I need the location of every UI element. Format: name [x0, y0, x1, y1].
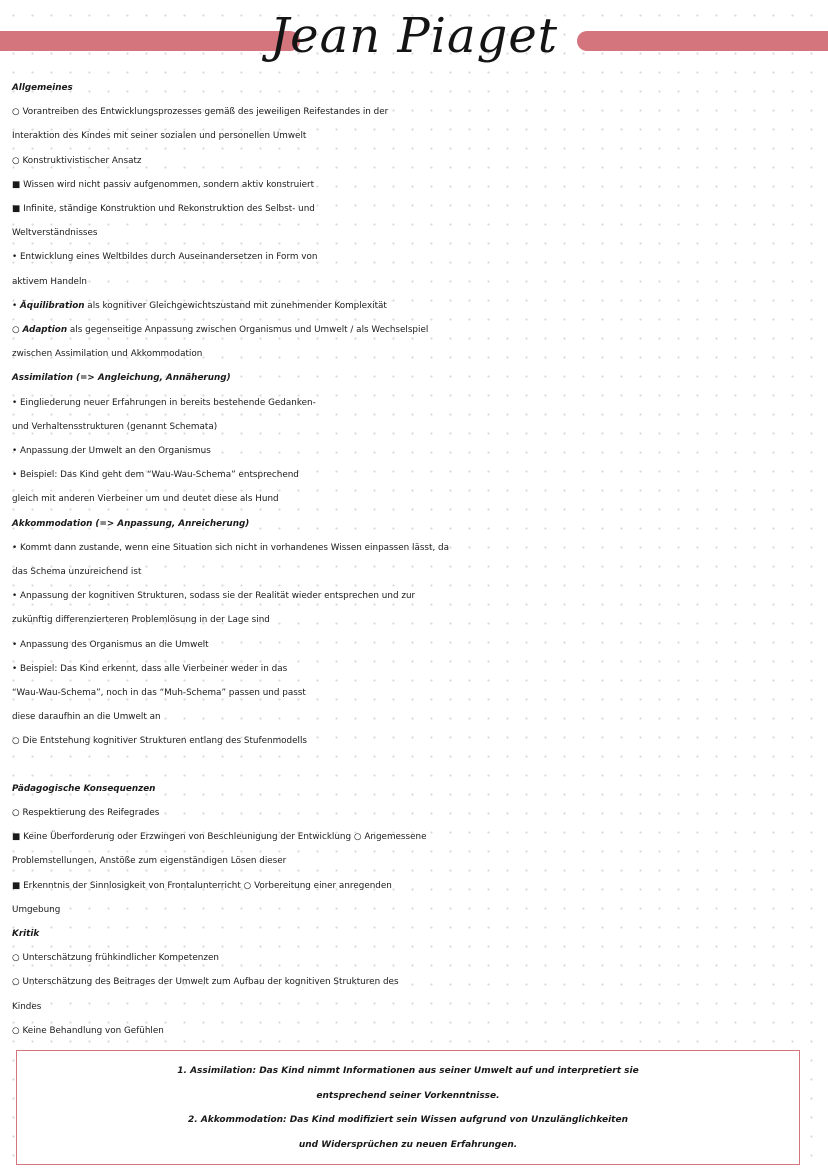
text-line: • Anpassung der kognitiven Strukturen, sodass sie der Realität wieder entsprechen und zur [12, 591, 416, 602]
text-line: ○ Keine Behandlung von Gefühlen [12, 1025, 164, 1036]
text-line: ○ Unterschätzung frühkindlicher Kompetenzen [12, 953, 219, 964]
bullet: • [12, 300, 20, 311]
summary-line: und Widersprüchen zu neuen Erfahrungen. [298, 1139, 518, 1150]
text-line: gleich mit anderen Vierbeiner um und deutet diese als Hund [12, 494, 279, 505]
text-line: ■ Wissen wird nicht passiv aufgenommen, sondern aktiv konstruiert [12, 179, 315, 190]
text-line: • Beispiel: Das Kind geht dem “Wau-Wau-Schema” entsprechend [12, 470, 299, 481]
heading-konsequenzen: Pädagogische Konsequenzen [12, 783, 156, 794]
bullet: ○ [12, 325, 23, 336]
text-line: zukünftig differenzierteren Problemlösung in der Lage sind [12, 615, 270, 626]
text-line: • Anpassung der Umwelt an den Organismus [12, 446, 211, 457]
text-line: Interaktion des Kindes mit seiner sozialen und personellen Umwelt [12, 131, 307, 142]
text-line: ■ Infinite, ständige Konstruktion und Rekonstruktion des Selbst- und [12, 204, 315, 215]
text-line: ○ Die Entstehung kognitiver Strukturen entlang des Stufenmodells [12, 736, 307, 747]
page-title: Jean Piaget [269, 8, 559, 64]
summary-line: 1. Assimilation: Das Kind nimmt Informationen aus seiner Umwelt auf und interpretiert sie [177, 1066, 639, 1076]
text-span: als kognitiver Gleichgewichtszustand mit zunehmender Komplexität [84, 300, 387, 311]
text-line: ○ Unterschätzung des Beitrages der Umwelt zum Aufbau der kognitiven Strukturen des [12, 977, 399, 988]
text-line: und Verhaltensstrukturen (genannt Schemata) [12, 421, 218, 432]
text-line: • Eingliederung neuer Erfahrungen in bereits bestehende Gedanken- [12, 397, 316, 408]
text-line: Weltverständnisses [12, 228, 98, 239]
text-line: Problemstellungen, Anstöße zum eigenständigen Lösen dieser [12, 856, 287, 867]
text-line: “Wau-Wau-Schema”, noch in das “Muh-Schema” passen und passt [12, 688, 306, 699]
section-spacer [12, 754, 820, 777]
text-line: ○ Konstruktivistischer Ansatz [12, 155, 142, 166]
text-line: diese daraufhin an die Umwelt an [12, 712, 161, 723]
text-line: ○ Respektierung des Reifegrades [12, 807, 160, 818]
text-line: das Schema unzureichend ist [12, 567, 142, 578]
heading-allgemeines: Allgemeines [12, 83, 73, 93]
heading-assimilation: Assimilation (=> Angleichung, Annäherung) [12, 373, 231, 384]
text-line: • Kommt dann zustande, wenn eine Situation sich nicht in vorhandenes Wissen einpassen lässt, da [12, 542, 450, 553]
text-line [12, 318, 820, 342]
summary-line: entsprechend seiner Vorkenntnisse. [316, 1090, 500, 1101]
text-line: • Entwicklung eines Weltbildes durch Auseinandersetzen in Form von [12, 252, 318, 263]
text-line: Kindes [12, 1001, 42, 1012]
summary-line: 2. Akkommodation: Das Kind modifiziert sein Wissen aufgrund von Unzulänglichkeiten [188, 1115, 628, 1125]
term-aequilibration: Äquilibration [20, 300, 85, 311]
text-line: • Beispiel: Das Kind erkennt, dass alle Vierbeiner weder in das [12, 663, 288, 674]
text-line: ■ Erkenntnis der Sinnlosigkeit von Frontalunterricht ○ Vorbereitung einer anregenden [12, 880, 392, 891]
heading-akkommodation: Akkommodation (=> Anpassung, Anreicherung) [12, 518, 250, 529]
text-line: aktivem Handeln [12, 276, 87, 287]
term-adaption: Adaption [22, 325, 68, 336]
notes-content [12, 76, 820, 1043]
text-line: zwischen Assimilation und Akkommodation [12, 349, 203, 360]
text-line: • Anpassung des Organismus an die Umwelt [12, 639, 209, 650]
summary-box [16, 1050, 800, 1165]
text-line: ■ Keine Überforderung oder Erzwingen von Beschleunigung der Entwicklung ○ Angemessene [12, 832, 427, 843]
text-span: als gegenseitige Anpassung zwischen Organismus und Umwelt / als Wechselspiel [67, 325, 429, 336]
heading-kritik: Kritik [12, 928, 40, 939]
text-line: Umgebung [12, 904, 61, 915]
text-line: ○ Vorantreiben des Entwicklungsprozesses gemäß des jeweiligen Reifestandes in der [12, 107, 389, 118]
text-line [12, 294, 820, 318]
